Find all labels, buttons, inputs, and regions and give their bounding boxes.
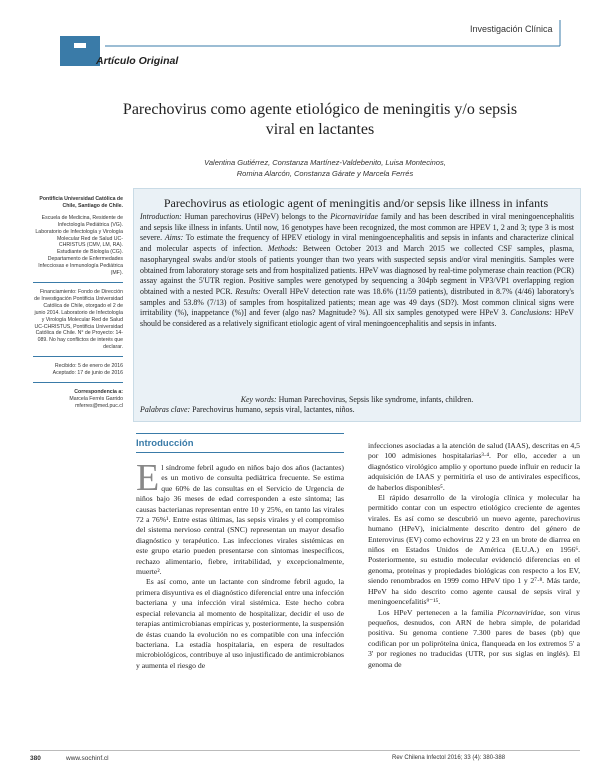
journal-url[interactable]: www.sochinf.cl xyxy=(66,755,109,762)
methods-label: Methods: xyxy=(267,244,298,254)
paragraph-5 xyxy=(368,608,580,670)
dropcap: E xyxy=(136,457,160,499)
article-type: Artículo Original xyxy=(96,55,179,67)
authors-line-1: Valentina Gutiérrez, Constanza Martínez-Valdebenito, Luisa Montecinos, xyxy=(204,158,446,167)
divider xyxy=(33,356,123,357)
footer-rule xyxy=(30,750,580,751)
heading-rule xyxy=(136,452,344,453)
body-column-1 xyxy=(136,457,344,671)
intro-label: Introduction: xyxy=(140,212,182,221)
sidebar-affiliations xyxy=(33,196,123,415)
conclusions-text: HPeV should be considered as a relatively significant etiologic agent of viral meningoencephalitis and sepsis in infants. xyxy=(140,308,574,329)
abstract-text xyxy=(140,212,574,330)
palabras-label: Palabras clave: xyxy=(140,405,191,414)
accepted-date: Aceptado: 17 de junio de 2016 xyxy=(52,370,123,377)
authors xyxy=(150,158,500,179)
paragraph-2: Es así como, ante un lactante con síndrome febril agudo, la primera disyuntiva es el diagnóstico diferencial entre una infección bacteriana y una infección viral sistémica. Este hecho cobra especial relevancia al momento de hospitalizar, decidir el uso de terapias antimicrobianas empíricas y, posteriormente, la suspensión de éstas cuando la evolución no es compatible con una infección bacteriana. La estadía hospitalaria, en espera de resultados microbiológicos, contribuye al uso injustificado de antimicrobianos y aumenta el riesgo de xyxy=(136,577,344,670)
introduction-heading: Introducción xyxy=(136,438,194,449)
aims-text: To estimate the frequency of HPEV etiology in viral meningoencephalitis and sepsis in infants and characterize clinical and molecular aspects of infection. xyxy=(140,233,574,254)
paragraph-5b: , son virus pequeños, desnudos, con ARN de hebra simple, de polaridad positiva. Su genoma contiene 7.300 pares de bases (pb) que codifican por un polipróteína única, flanqueada en los extremos 5' a 3' por regiones no traducidas (UTR, por sus siglas en inglés). El genoma de xyxy=(368,607,580,669)
logo-block xyxy=(60,48,100,66)
abstract-title: Parechovirus as etiologic agent of meningitis and/or sepsis like illness in infants xyxy=(163,196,549,210)
keywords xyxy=(140,395,574,415)
correspondence-label: Correspondencia a: xyxy=(74,388,123,395)
correspondence-email[interactable]: mferres@med.puc.cl xyxy=(75,402,123,409)
authors-line-2: Romina Alarcón, Constanza Gárate y Marcela Ferrés xyxy=(236,168,414,178)
paragraph-5a: Los HPeV pertenecen a la familia xyxy=(378,607,498,617)
conclusions-label: Conclusions: xyxy=(510,308,552,318)
journal-citation: Rev Chilena Infectol 2016; 33 (4): 380-388 xyxy=(392,755,506,761)
page-number: 380 xyxy=(30,755,41,762)
received-date: Recibido: 5 de enero de 2016 xyxy=(54,363,123,370)
aims-label: Aims: xyxy=(164,233,184,243)
journal-logo-icon xyxy=(60,36,100,48)
paragraph-1: l síndrome febril agudo en niños bajo dos años (lactantes) es un motivo de consulta pediátrica frecuente. Se estima que 60% de las consultas en el Servicio de Urgencia de niños bajo 36 meses de edad corresponden a este síntoma; las causas bacterianas representan entre 10 y 25%, en tanto las virales 72 a 76%¹. Entre estas últimas, las sepsis virales y el compromiso del sistema nervioso central (SNC) representan un mayor desafío diagnóstico y terapéutico. Las infecciones virales sistémicas en este grupo etario pueden presentarse con síntomas inespecíficos, rechazo alimentario, fiebre, irritabilidad, y excepcionalmente, muerte². xyxy=(136,463,344,577)
institution: Pontificia Universidad Católica de Chile, Santiago de Chile. xyxy=(39,196,123,209)
intro-text-2: family and has been described in viral meningoencephalitis and sepsis like illness in infants. Until now, 16 genotypes have been recognized, the most common are HPEV 1, 2 and 3; type 3 is most severe. xyxy=(140,212,574,243)
paragraph-3: infecciones asociadas a la atención de salud (IAAS), descritas en 4,5 por 100 admisiones hospitalarias³·⁴. Por ello, acceder a un diagnóstico virológico amplio y oportuno puede influir en reducir la adquisición de IAAS y permitiría el uso de antivirales específicos, de haberlos disponibles⁵. xyxy=(368,441,580,492)
family-name-2: Picornaviridae xyxy=(497,607,544,617)
keywords-text: Human Parechovirus, Sepsis like syndrome, infants, children. xyxy=(276,395,474,404)
intro-text: Human parechovirus (HPeV) belongs to the xyxy=(181,212,331,221)
body-column-2 xyxy=(368,441,580,670)
article-title: Parechovirus como agente etiológico de meningitis y/o sepsis viral en lactantes xyxy=(122,101,518,138)
divider xyxy=(33,382,123,383)
methods-text: Between October 2013 and March 2015 we collected CSF samples, plasma, nasopharyngeal swabs and/or stools of patients younger than two years with suspected sepsis and/or viral meningitis. Samples were obtained from laboratory storage sets and from hospitalized patients. HPeV was diagnosed by real-time polymerase chain reaction (PCR) assay against the 5'UTR region. Positive samples were genotyped by sequencing a 304pb segment in VP3/VP1 overlapping region obtained with a nested PCR. xyxy=(140,244,574,296)
keywords-label: Key words: xyxy=(240,395,277,404)
funding: Financiamiento: Fondo de Dirección de Investigación Pontificia Universidad Católica de Chile, otorgado el 2 de junio 2014. Laboratorio de Infectología y Virología Molecular Red de Salud UC-CHRISTUS, Pontificia Universidad Católica de Chile. N° de Proyecto: 14-089. No hay conflictos de interés que declarar. xyxy=(34,288,123,351)
section-label: Investigación Clínica xyxy=(470,24,553,34)
heading-rule xyxy=(136,433,344,434)
divider xyxy=(33,282,123,283)
family-name: Picornaviridae xyxy=(330,212,379,221)
results-text: Overall HPeV detection rate was 18.6% (11/59 patients), distributed in 8.7% (4/46) laboratory's samples and 53.8% (7/13) of samples from hospitalized patients; mean age was 49 days (SD?). Most common clinical signs were irritability (%), inappetance (%)] and fever (algo nas? Magnitude? %). All six samples genotyped were HPeV 3. xyxy=(140,286,575,318)
palabras-text: Parechovirus humano, sepsis viral, lactantes, niños. xyxy=(190,405,355,414)
affiliations: Escuela de Medicina, Residente de Infectología Pediátrica (VG). Laboratorio de Infectología y Virología Molecular Red de Salud UC-CHRISTUS (CMV, LM, RA). Estudiante de Biología (CG). Departamento de Enfermedades Infecciosas e Inmunología Pediátrica (MF). xyxy=(35,214,123,277)
correspondence-name: Marcela Ferrés Garrido xyxy=(69,395,123,402)
results-label: Results: xyxy=(235,286,261,296)
paragraph-4: El rápido desarrollo de la virología clínica y molecular ha permitido contar con un espectro etiológico creciente de agentes virales. Es así como se descubrió un nuevo agente, parechovirus humano (HPeV), inicialmente descrito dentro del género de Enterovirus (EV) como echovirus 22 y 23 en un brote de diarrea en niños en Estados Unidos de América (E.U.A.) en 1956⁶. Posteriormente, su estudio molecular evidenció diferencias en el genoma, proteínas y propiedades biológicas con respecto a los EV, siendo renombrados en 1999 como HPeV tipo 1 y 2⁷·⁸. Más tarde, HPeV ha sido descrito como agente causal de sepsis viral y meningoencefalitis⁹⁻¹⁵. xyxy=(368,493,580,607)
